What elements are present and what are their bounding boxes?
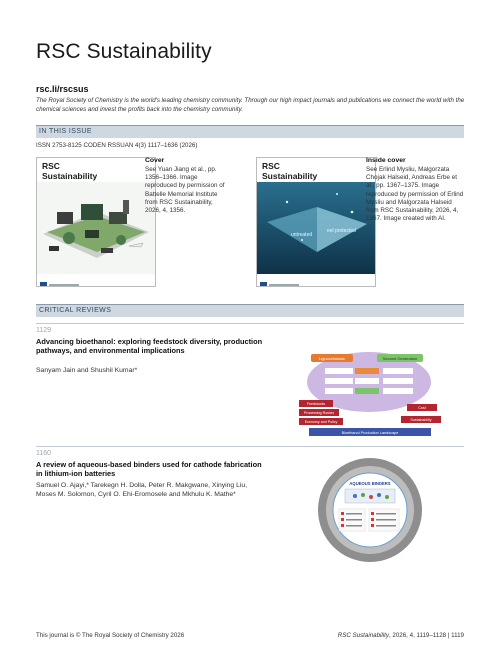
footer-copyright: This journal is © The Royal Society of Chemistry 2026 xyxy=(36,632,185,639)
article-title-2[interactable]: A review of aqueous-based binders used for cathode fabrication in lithium-ion batteries xyxy=(36,460,262,479)
article-divider-2 xyxy=(36,446,464,447)
journal-intro: The Royal Society of Chemistry is the world's leading chemistry community. Through our high impact journals and publications we connect the world with the chemical sciences and invest the profits back into the chemistry community. xyxy=(36,97,465,113)
rsc-logo-icon xyxy=(40,276,80,283)
fig-label-feedstocks: Feedstocks xyxy=(306,402,326,406)
cover-illustration xyxy=(37,182,155,274)
inside-cover-illustration xyxy=(257,182,375,274)
inside-cover-image[interactable] xyxy=(256,157,376,287)
issn-line: ISSN 2753-8125 CODEN RSSUAN 4(3) 1117–1636 (2026) xyxy=(36,142,198,149)
in-this-issue-bar xyxy=(36,125,464,138)
fig-label-processing-routes: Processing Routes xyxy=(303,411,335,415)
journal-website[interactable]: rsc.li/rscsus xyxy=(36,84,89,94)
in-this-issue-heading: IN THIS ISSUE xyxy=(39,128,92,135)
aqueous-binders-toc-graphic[interactable] xyxy=(305,455,435,565)
bioethanol-toc-graphic[interactable] xyxy=(295,340,445,440)
article-title[interactable]: Advancing bioethanol: exploring feedstock diversity, production pathways, and environmental implications xyxy=(36,337,263,356)
fig-label-second-generation: Second Generation xyxy=(382,356,418,361)
inside-cover-caption: See Erlind Mysliu, Malgorzata Chojak Halseid, Andreas Erbe et al., pp. 1367–1375. Image reproduced by permission of Erlind Mysliu and Malgorzata Halseid from RSC Sustainability, 2026, 4, 1367. Image created with AI. xyxy=(366,166,464,223)
cover-journal-title: RSC Sustainability xyxy=(42,161,98,181)
article-page-number-2: 1160 xyxy=(36,450,52,457)
fig-label-aqueous-binders: AQUEOUS BINDERS xyxy=(349,481,391,486)
footer-journal: RSC Sustainability xyxy=(337,632,389,639)
fig-label-economy-policy: Economy and Policy xyxy=(304,420,338,424)
fig-label-landscape: Bioethanol Production Landscape xyxy=(341,431,399,435)
fig-label-cost: Cost xyxy=(418,406,426,410)
cover-label: Cover xyxy=(145,157,165,164)
article-page-number: 1129 xyxy=(36,327,52,334)
journal-title: RSC Sustainability xyxy=(36,40,212,63)
untreated-label: untreated xyxy=(291,232,313,238)
inside-cover-label: Inside cover xyxy=(366,157,406,164)
fig-label-sustainability: Sustainability xyxy=(410,418,432,422)
protected-label: eel protected xyxy=(327,228,356,234)
footer-pages: , 2026, 4, 1119–1128 | 1119 xyxy=(388,632,464,639)
article-authors-2: Samuel O. Ajayi,* Tarekegn H. Dolla, Peter R. Makgwane, Xinying Liu, Moses M. Solomon, Cyril O. Ehi-Eromosele and Mkhulu K. Mathe* xyxy=(36,482,248,498)
front-cover-image[interactable] xyxy=(36,157,156,287)
rsc-logo-icon-2 xyxy=(260,276,300,283)
critical-reviews-heading: CRITICAL REVIEWS xyxy=(39,307,112,314)
footer-citation xyxy=(338,632,464,639)
article-authors: Sanyam Jain and Shushil Kumar* xyxy=(36,367,138,374)
inside-cover-journal-title: RSC Sustainability xyxy=(262,161,318,181)
critical-reviews-bar xyxy=(36,304,464,317)
cover-caption: See Yuan Jiang et al., pp. 1356–1366. Image reproduced by permission of Battelle Memorial Institute from RSC Sustainability, 2026, 4, 1356. xyxy=(145,166,225,215)
article-divider xyxy=(36,323,464,324)
fig-label-lignocellulosic: Lignocellulosic xyxy=(318,356,346,361)
